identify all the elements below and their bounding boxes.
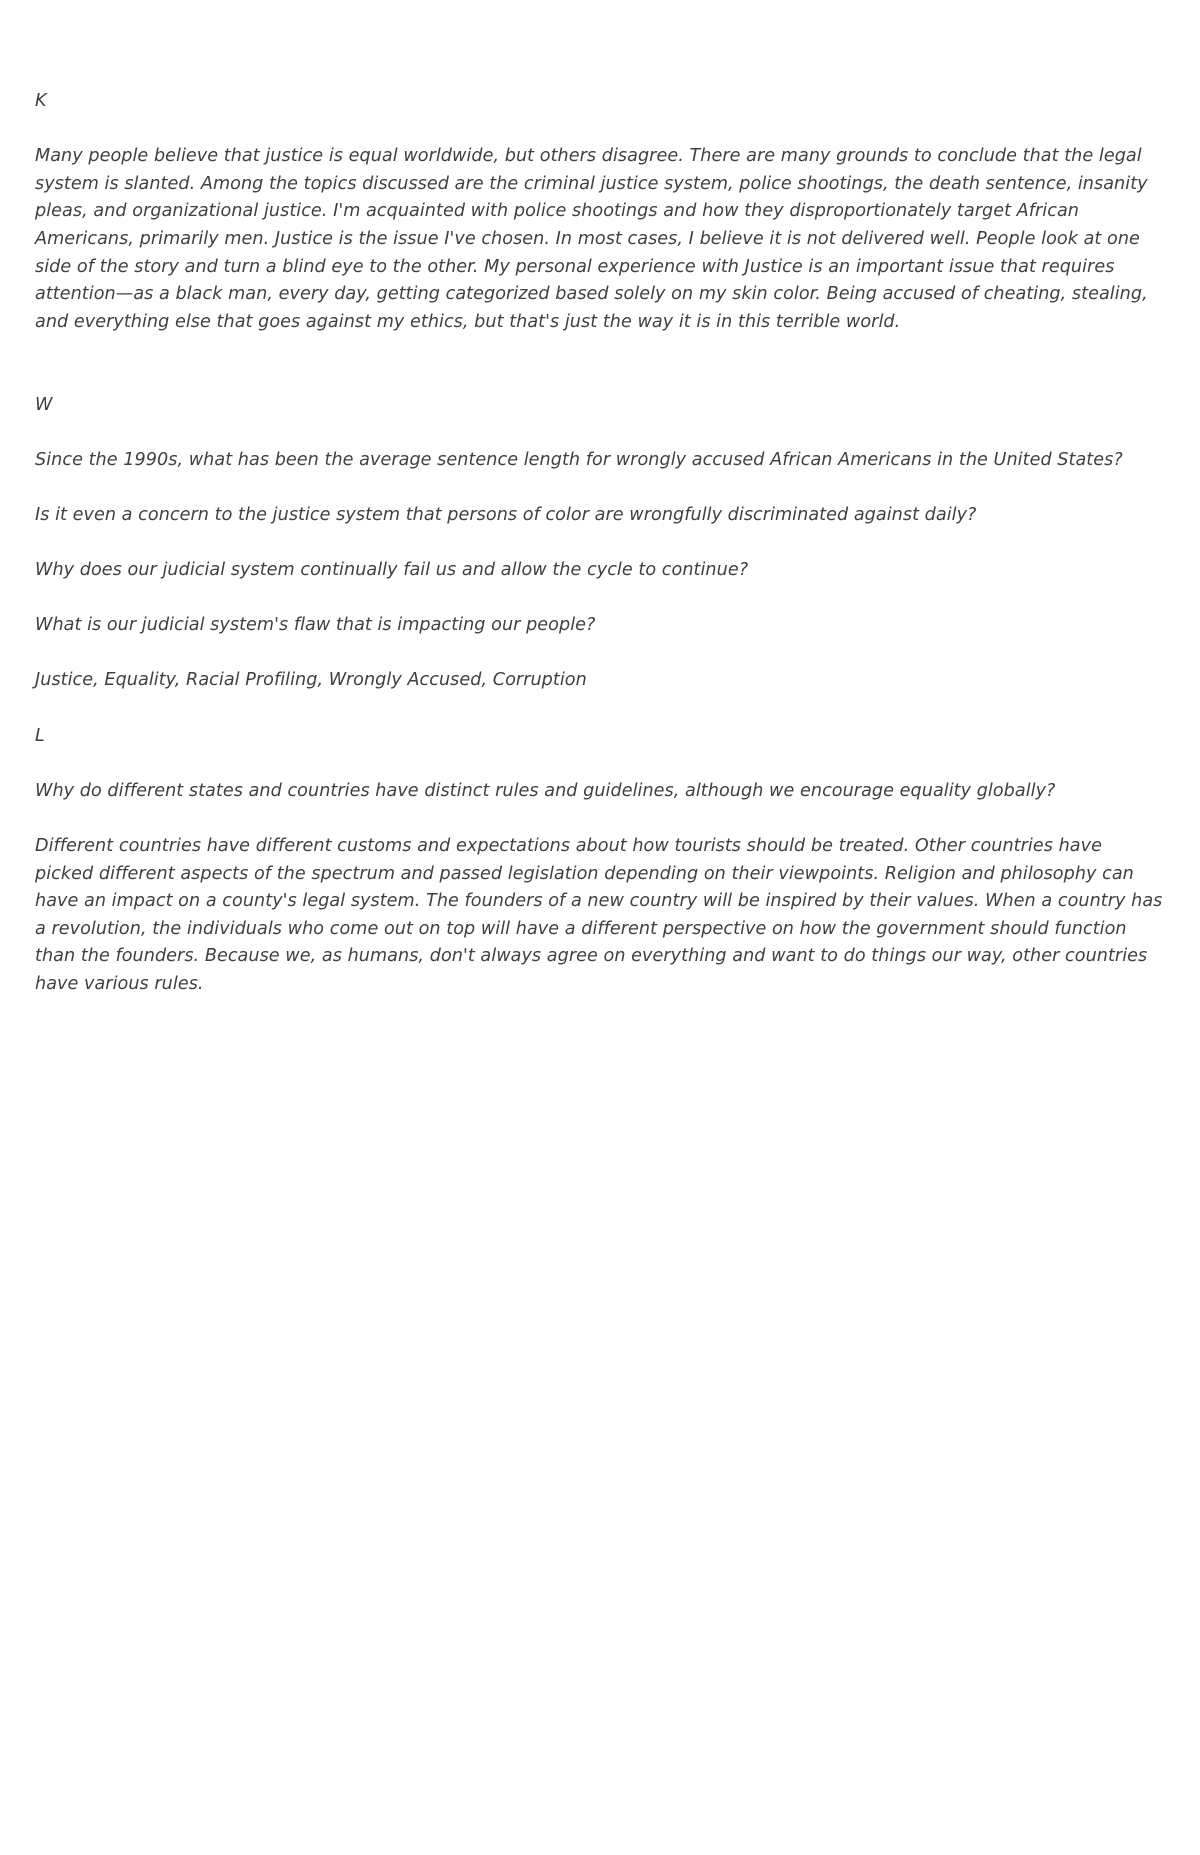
- spacer: [35, 585, 1165, 613]
- spacer: [35, 336, 1165, 391]
- question-2: Is it even a concern to the justice system that persons of color are wrongfully discriminated against daily?: [35, 504, 977, 525]
- section-l-question: Why do different states and countries have distinct rules and guidelines, although we encourage equality globally?: [35, 780, 1056, 801]
- spacer: [35, 640, 1165, 668]
- spacer: [35, 750, 1165, 778]
- spacer: [35, 695, 1165, 723]
- section-l-paragraph: Different countries have different customs and expectations about how tourists should be treated. Other countries have picked different aspects of the spectrum and passed legislation depending on their viewpoints. Religion and philosophy can have an impact on a county's legal system. The founders of a new country will be inspired by their values. When a country has a revolution, the individuals who come out on top will have a different perspective on how the government should function than the founders. Because we, as humans, don't always agree on everything and want to do things our way, other countries have various rules.: [35, 836, 1163, 994]
- spacer: [35, 419, 1165, 447]
- spacer: [35, 805, 1165, 833]
- section-k-paragraph: Many people believe that justice is equal worldwide, but others disagree. There are many grounds to conclude that the legal system is slanted. Among the topics discussed are the criminal justice system, police shootings, the death sentence, insanity pleas, and organizational justice. I'm acquainted with police shootings and how they disproportionately target African Americans, primarily men. Justice is the issue I've chosen. In most cases, I believe it is not delivered well. People look at one side of the story and turn a blind eye to the other. My personal experience with Justice is an important issue that requires attention—as a black man, every day, getting categorized based solely on my skin color. Being accused of cheating, stealing, and everything else that goes against my ethics, but that's just the way it is in this terrible world.: [35, 146, 1148, 332]
- spacer: [35, 530, 1165, 558]
- question-4: What is our judicial system's flaw that is impacting our people?: [35, 615, 596, 636]
- section-w-heading: W: [35, 394, 53, 415]
- keywords-line: Justice, Equality, Racial Profiling, Wrongly Accused, Corruption: [35, 670, 587, 691]
- document-body: [35, 88, 1165, 999]
- section-l-heading: L: [35, 725, 45, 746]
- spacer: [35, 474, 1165, 502]
- section-k-heading: K: [35, 91, 47, 111]
- spacer: [35, 116, 1165, 144]
- question-3: Why does our judicial system continually fail us and allow the cycle to continue?: [35, 560, 749, 581]
- question-1: Since the 1990s, what has been the average sentence length for wrongly accused African Americans in the United States?: [35, 449, 1123, 470]
